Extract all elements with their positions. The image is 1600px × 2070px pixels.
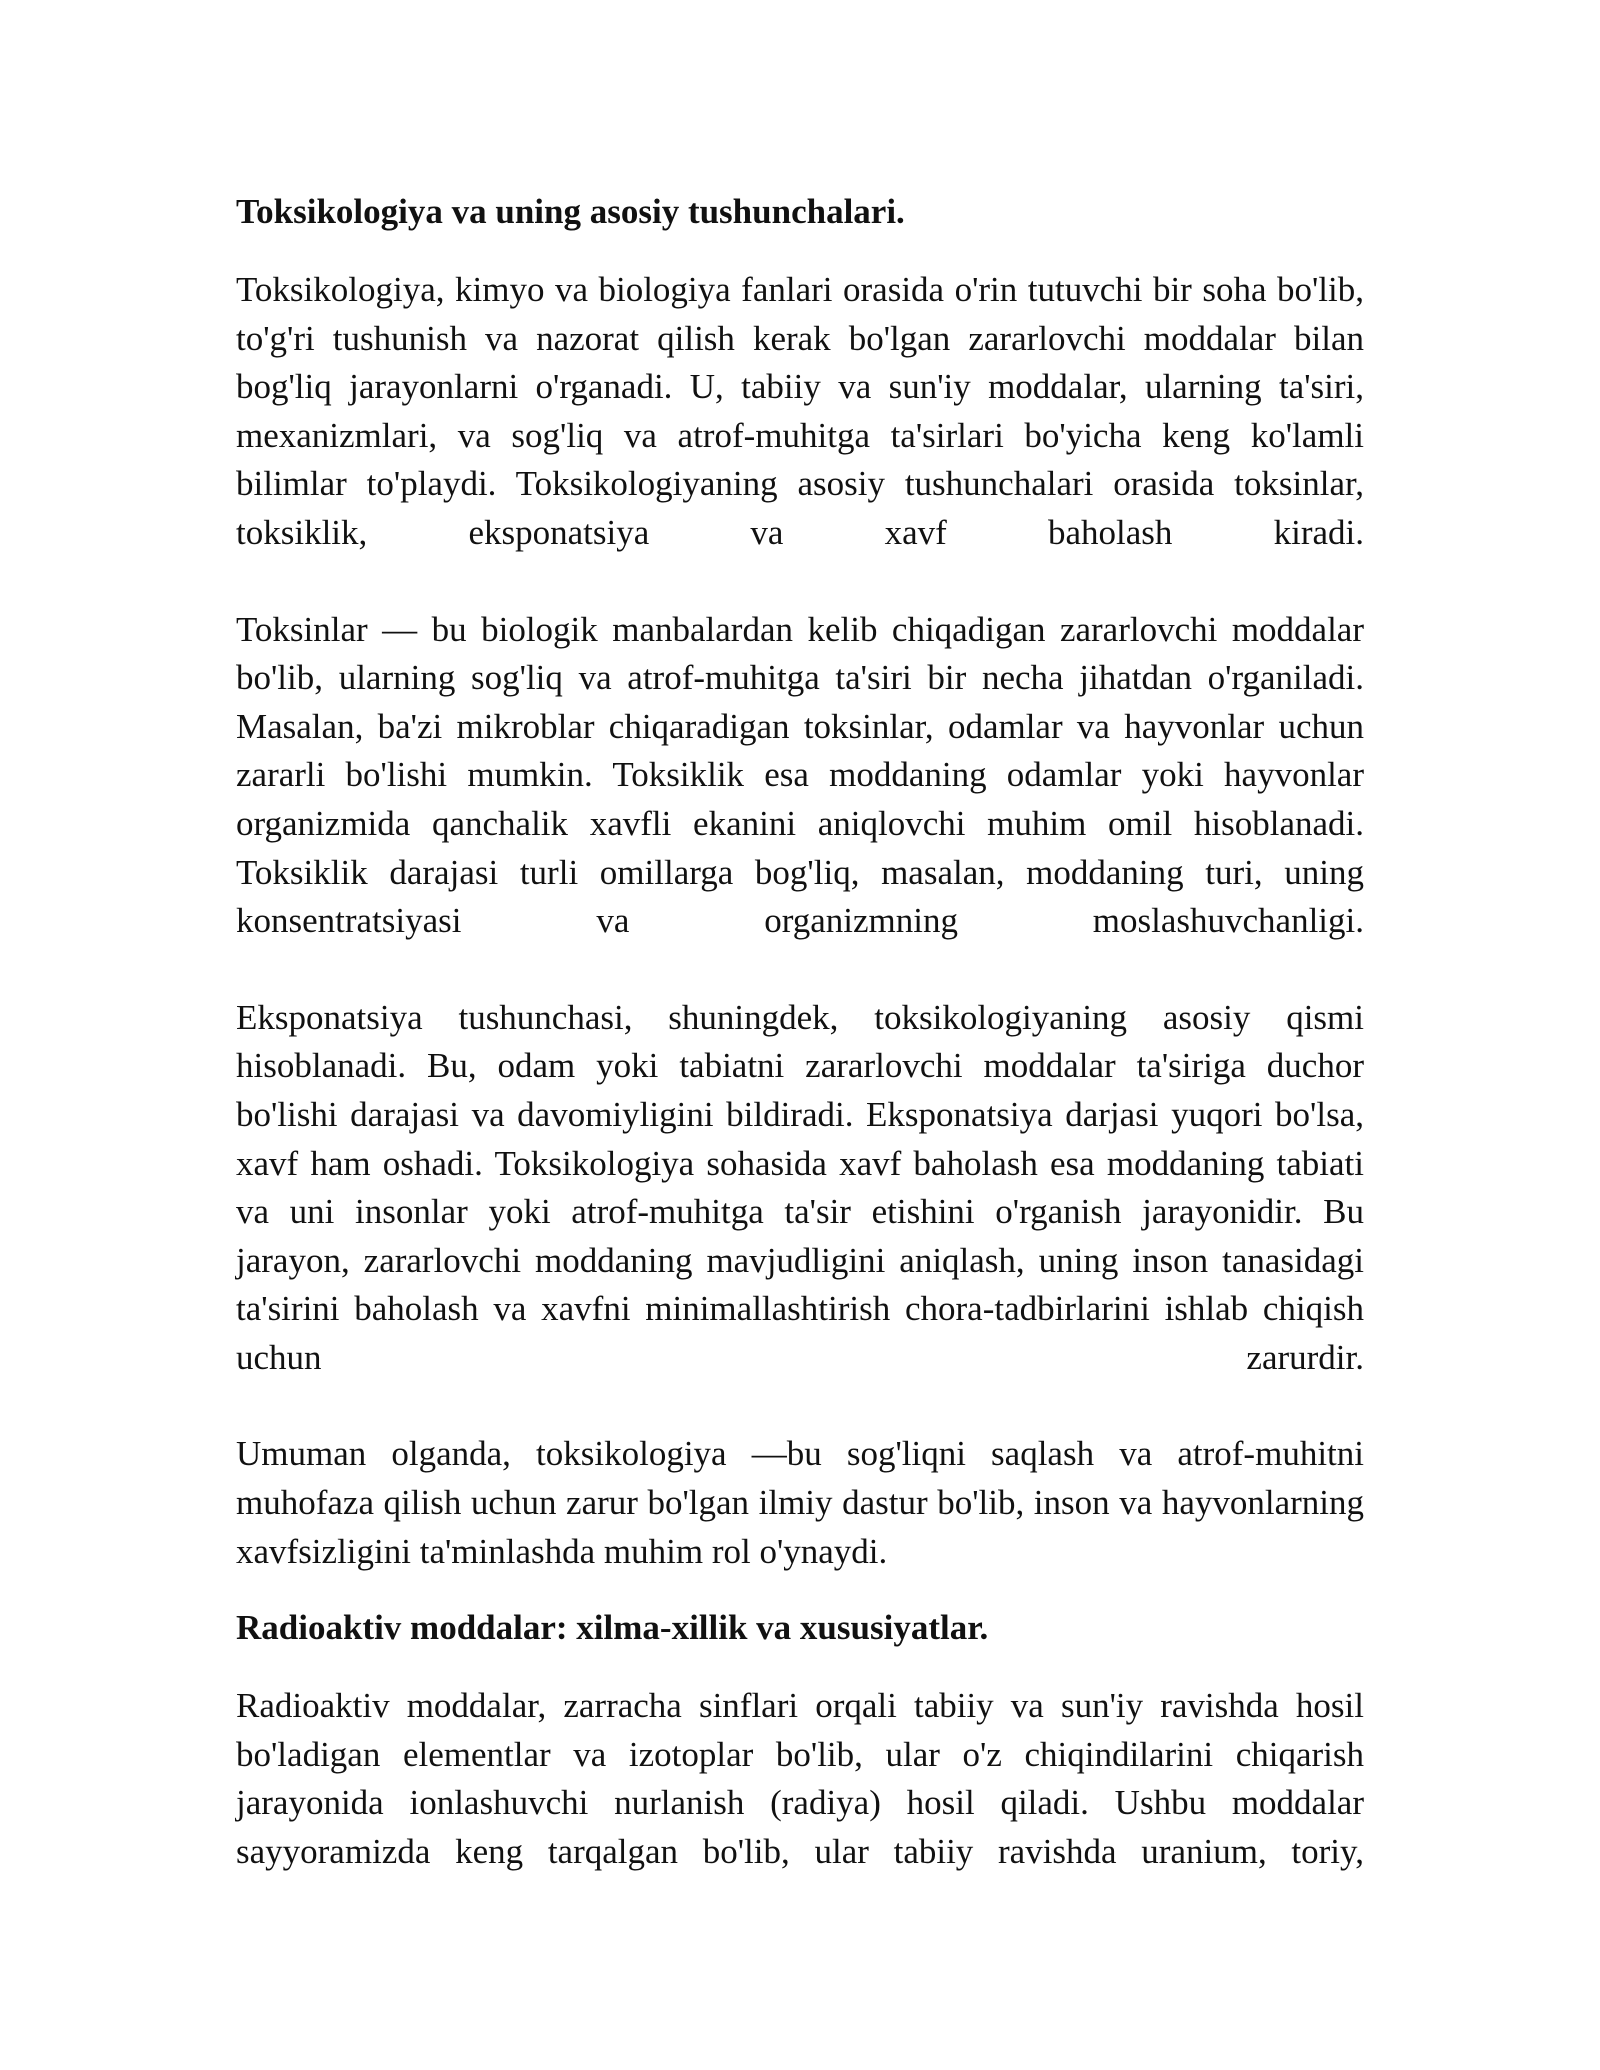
document-page	[236, 188, 1364, 1877]
paragraph-conclusion: Umuman olganda, toksikologiya —bu sog'liqni saqlash va atrof-muhitni muhofaza qilish uchun zarur bo'lgan ilmiy dastur bo'lib, inson va hayvonlarning xavfsizligini ta'minlashda muhim rol o'ynaydi.	[236, 1434, 1364, 1571]
section-heading-radioactive: Radioaktiv moddalar: xilma-xillik va xususiyatlar.	[236, 1608, 989, 1648]
section-heading-toxicology: Toksikologiya va uning asosiy tushunchalari.	[236, 192, 905, 231]
paragraph-exposure: Eksponatsiya tushunchasi, shuningdek, toksikologiyaning asosiy qismi hisoblanadi. Bu, odam yoki tabiatni zararlovchi moddalar ta'siriga duchor bo'lishi darajasi va davomiyligini bildiradi. Eksponatsiya darjasi yuqori bo'lsa, xavf ham oshadi. Toksikologiya sohasida xavf baholash esa moddaning tabiati va uni insonlar yoki atrof-muhitga ta'sir etishini o'rganish jarayonidir. Bu jarayon, zararlovchi moddaning mavjudligini aniqlash, uning inson tanasidagi ta'sirini baholash va xavfni minimallashtirish chora-tadbirlarini ishlab chiqish uchun zarurdir.	[236, 997, 1364, 1377]
paragraph-toxins: Toksinlar — bu biologik manbalardan kelib chiqadigan zararlovchi moddalar bo'lib, ularning sog'liq va atrof-muhitga ta'siri bir necha jihatdan o'rganiladi. Masalan, ba'zi mikroblar chiqaradigan toksinlar, odamlar va hayvonlar uchun zararli bo'lishi mumkin. Toksiklik esa moddaning odamlar yoki hayvonlar organizmida qanchalik xavfli ekanini aniqlovchi muhim omil hisoblanadi. Toksiklik darajasi turli omillarga bog'liq, masalan, moddaning turi, uning konsentratsiyasi va organizmning moslashuvchanligi.	[236, 609, 1364, 941]
paragraph-radioactive: Radioaktiv moddalar, zarracha sinflari orqali tabiiy va sun'iy ravishda hosil bo'ladigan elementlar va izotoplar bo'lib, ular o'z chiqindilarini chiqarish jarayonida ionlashuvchi nurlanish (radiya) hosil qiladi. Ushbu moddalar sayyoramizda keng tarqalgan bo'lib, ular tabiiy ravishda uranium, toriy,	[236, 1686, 1364, 1872]
paragraph-intro: Toksikologiya, kimyo va biologiya fanlari orasida o'rin tutuvchi bir soha bo'lib, to'g'ri tushunish va nazorat qilish kerak bo'lgan zararlovchi moddalar bilan bog'liq jarayonlarni o'rganadi. U, tabiiy va sun'iy moddalar, ularning ta'siri, mexanizmlari, va sog'liq va atrof-muhitga ta'sirlari bo'yicha keng ko'lamli bilimlar to'playdi. Toksikologiyaning asosiy tushunchalari orasida toksinlar, toksiklik, eksponatsiya va xavf baholash kiradi.	[236, 270, 1364, 552]
